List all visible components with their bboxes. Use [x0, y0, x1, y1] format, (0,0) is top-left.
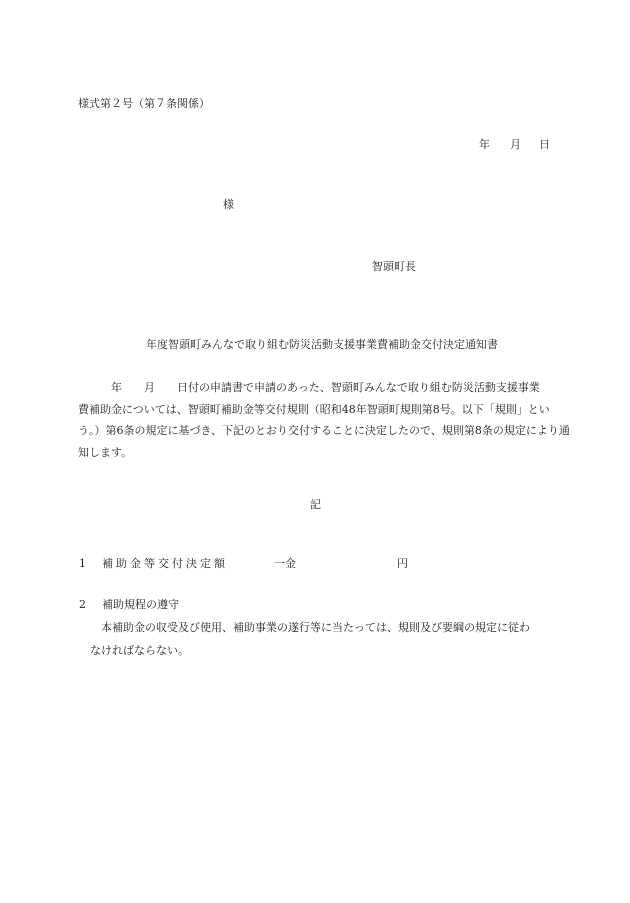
item-1-amount-suffix: 円 — [397, 557, 408, 570]
item-1-number: 1 — [79, 557, 86, 570]
form-number: 様式第２号（第７条関係） — [78, 97, 210, 110]
item-2-label: 補助規程の遵守 — [102, 598, 179, 611]
date-day: 日 — [539, 138, 550, 151]
item-2-body-line: 本補助金の収受及び使用、補助事業の遂行等に当たっては、規則及び要綱の規定に従わ — [79, 621, 530, 634]
body-paragraph — [78, 377, 570, 463]
body-line: 費補助金については、智頭町補助金等交付規則（昭和48年智頭町規則第8号。以下「規則」とい — [78, 402, 550, 416]
date-month: 月 — [510, 138, 521, 151]
body-line: 知します。 — [78, 445, 133, 459]
body-line: 年 月 日付の申請書で申請のあった、智頭町みんなで取り組む防災活動支援事業 — [78, 381, 540, 394]
item-2-body-line: なければならない。 — [79, 644, 189, 657]
sender: 智頭町長 — [372, 260, 416, 273]
item-1-amount-prefix: 一金 — [274, 557, 296, 570]
item-2-body — [79, 616, 530, 662]
document-title: 年度智頭町みんなで取り組む防災活動支援事業費補助金交付決定通知書 — [146, 338, 498, 351]
addressee-suffix: 様 — [223, 198, 234, 211]
item-2-number: 2 — [79, 598, 86, 611]
item-1-label: 補助金等交付決定額 — [102, 557, 228, 570]
date-year: 年 — [479, 138, 490, 151]
date-line — [479, 139, 550, 150]
ki-heading: 記 — [310, 498, 321, 511]
body-line: う。）第6条の規定に基づき、下記のとおり交付することに決定したので、規則第8条の規定により通 — [78, 424, 570, 437]
